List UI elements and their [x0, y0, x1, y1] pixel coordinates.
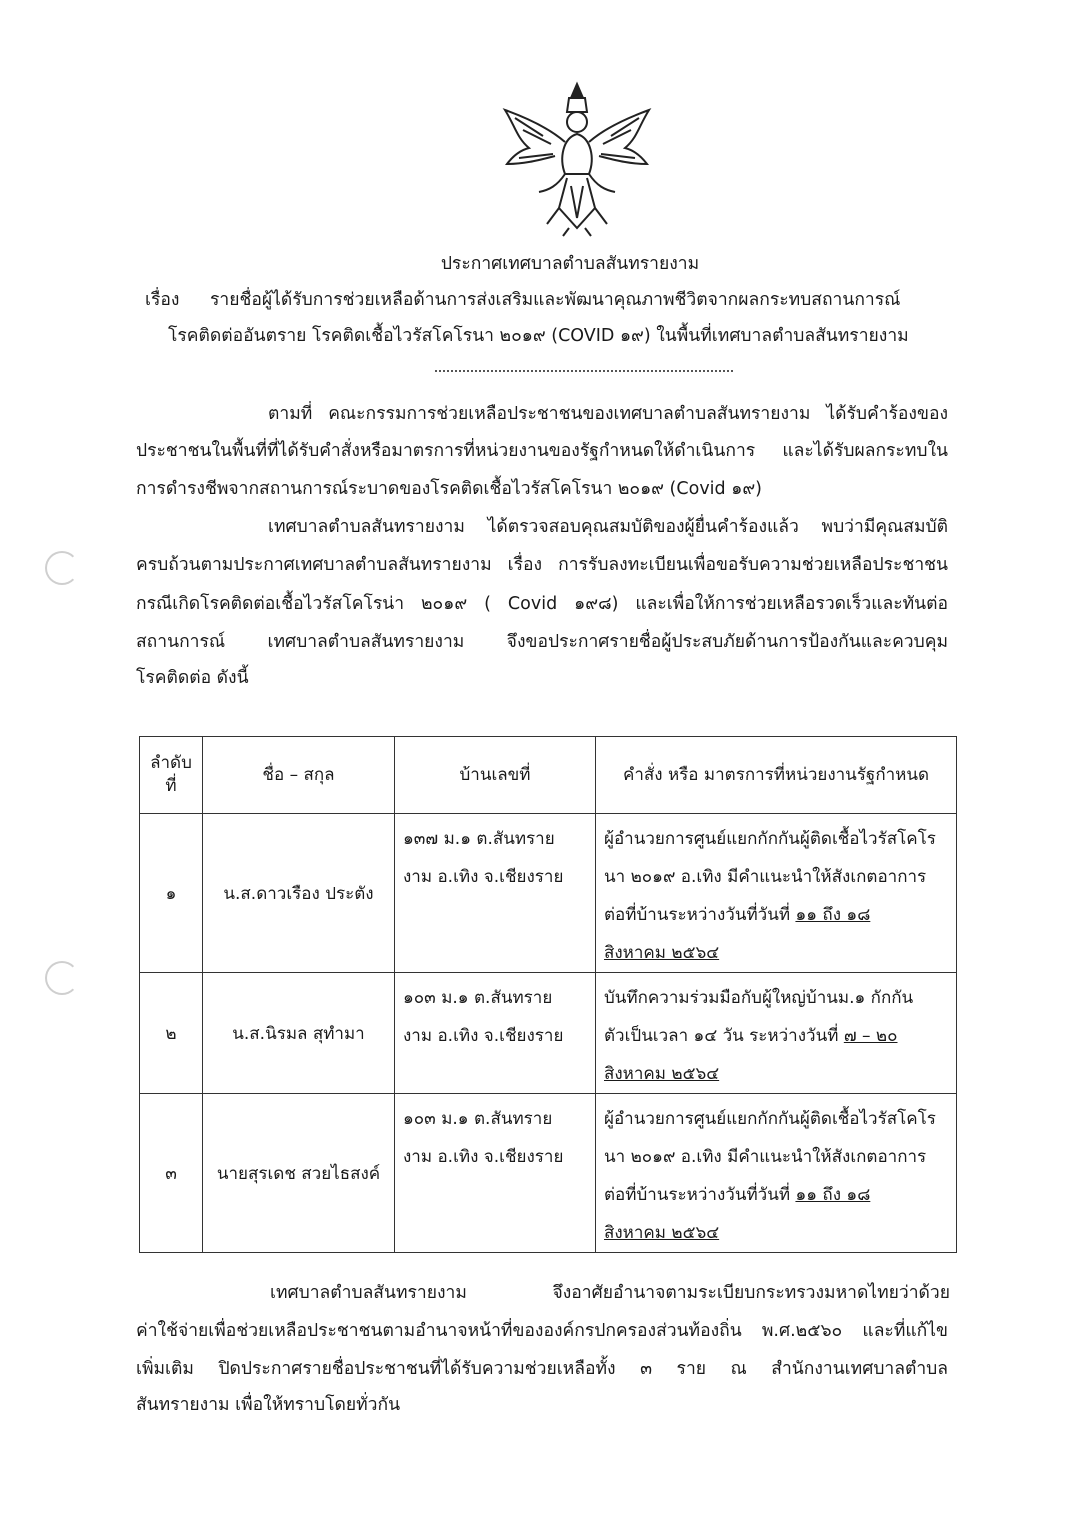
table-header-row [140, 737, 957, 814]
intro-paragraph-2-line: กรณีเกิดโรคติดต่อเชื้อไวรัสโคโรน่า ๒๐๑๙ ( Covid ๑๙๘) และเพื่อให้การช่วยเหลือรวดเร็วและทันต่อ [136, 594, 948, 614]
row-name: น.ส.ดาวเรือง ประตัง [203, 814, 395, 973]
intro-paragraph-1-line: ประชาชนในพื้นที่ที่ได้รับคำสั่งหรือมาตรการที่หน่วยงานของรัฐกำหนดให้ดำเนินการ และได้รับผลกระทบใน [136, 441, 948, 461]
closing-paragraph-line: เพิ่มเติม ปิดประกาศรายชื่อประชาชนที่ได้รับความช่วยเหลือทั้ง ๓ ราย ณ สำนักงานเทศบาลตำบล [136, 1359, 948, 1379]
measure-line: นา ๒๐๑๙ อ.เทิง มีคำแนะนำให้สังเกตอาการ [604, 1147, 927, 1167]
closing-paragraph-line: สันทรายงาม เพื่อให้ทราบโดยทั่วกัน [136, 1395, 401, 1415]
row-address [395, 814, 596, 973]
intro-paragraph-1-line: การดำรงชีพจากสถานการณ์ระบาดของโรคติดเชื้อไวรัสโคโรนา ๒๐๑๙ (Covid ๑๙) [136, 479, 762, 499]
row-measure [596, 973, 957, 1094]
measure-date-range: ๗ – ๒๐ [843, 1026, 898, 1046]
measure-text: ต่อที่บ้านระหว่างวันที่วันที่ [604, 1185, 796, 1205]
column-header-measure: คำสั่ง หรือ มาตรการที่หน่วยงานรัฐกำหนด [596, 737, 957, 814]
row-measure [596, 1094, 957, 1253]
intro-paragraph-2-line: ครบถ้วนตามประกาศเทศบาลตำบลสันทรายงาม เรื่อง การรับลงทะเบียนเพื่อขอรับความช่วยเหลือประชาชน [136, 555, 948, 575]
measure-month: สิงหาคม ๒๕๖๔ [604, 1064, 720, 1084]
column-header-address: บ้านเลขที่ [395, 737, 596, 814]
measure-line [604, 1017, 950, 1055]
table-row [140, 1094, 957, 1253]
measure-text: ต่อที่บ้านระหว่างวันที่วันที่ [604, 905, 796, 925]
punch-hole-bottom [45, 961, 79, 995]
measure-text: ตัวเป็นเวลา ๑๔ วัน ระหว่างวันที่ [604, 1026, 844, 1046]
separator-dotted-line [435, 370, 733, 372]
row-number: ๑ [140, 814, 203, 973]
garuda-emblem [493, 78, 661, 238]
row-name: น.ส.นิรมล สุทำมา [203, 973, 395, 1094]
address-line: งาม อ.เทิง จ.เชียงราย [403, 1026, 564, 1046]
intro-paragraph-2-line: สถานการณ์ เทศบาลตำบลสันทรายงาม จึงขอประกาศรายชื่อผู้ประสบภัยด้านการป้องกันและควบคุม [136, 632, 948, 652]
measure-line: ผู้อำนวยการศูนย์แยกกักกันผู้ติดเชื้อไวรัสโคโร [604, 1109, 936, 1129]
measure-date-range: ๑๑ ถึง ๑๘ [795, 905, 871, 925]
intro-paragraph-1-line: ตามที่ คณะกรรมการช่วยเหลือประชาชนของเทศบาลตำบลสันทรายงาม ได้รับคำร้องของ [268, 404, 948, 424]
address-line: งาม อ.เทิง จ.เชียงราย [403, 867, 564, 887]
measure-month: สิงหาคม ๒๕๖๔ [604, 1223, 720, 1243]
address-line: ๑๐๓ ม.๑ ต.สันทราย [403, 1109, 553, 1129]
measure-month: สิงหาคม ๒๕๖๔ [604, 943, 720, 963]
row-measure [596, 814, 957, 973]
address-line: งาม อ.เทิง จ.เชียงราย [403, 1147, 564, 1167]
intro-paragraph-2-line: โรคติดต่อ ดังนี้ [136, 668, 249, 688]
subject-label: เรื่อง [145, 290, 180, 310]
row-name: นายสุรเดช สวยไธสงค์ [203, 1094, 395, 1253]
intro-paragraph-2-line: เทศบาลตำบลสันทรายงาม ได้ตรวจสอบคุณสมบัติของผู้ยื่นคำร้องแล้ว พบว่ามีคุณสมบัติ [268, 517, 948, 537]
table-row [140, 814, 957, 973]
measure-line [604, 896, 950, 934]
subject-line-1: รายชื่อผู้ได้รับการช่วยเหลือด้านการส่งเสริมและพัฒนาคุณภาพชีวิตจากผลกระทบสถานการณ์ [210, 290, 901, 310]
page-title: ประกาศเทศบาลตำบลสันทรายงาม [440, 254, 700, 274]
address-line: ๑๓๗ ม.๑ ต.สันทราย [403, 829, 555, 849]
beneficiary-table [139, 736, 957, 1253]
closing-paragraph-line: ค่าใช้จ่ายเพื่อช่วยเหลือประชาชนตามอำนาจหน้าที่ขององค์กรปกครองส่วนท้องถิ่น พ.ศ.๒๕๖๐ และที่แก้ไข [136, 1321, 948, 1341]
measure-line: บันทึกความร่วมมือกับผู้ใหญ่บ้านม.๑ กักกัน [604, 988, 914, 1008]
row-number: ๒ [140, 973, 203, 1094]
address-line: ๑๐๓ ม.๑ ต.สันทราย [403, 988, 553, 1008]
row-address [395, 973, 596, 1094]
punch-hole-top [45, 551, 79, 585]
table-row [140, 973, 957, 1094]
measure-line [604, 1176, 950, 1214]
row-number: ๓ [140, 1094, 203, 1253]
column-header-name: ชื่อ – สกุล [203, 737, 395, 814]
column-header-no: ลำดับ ที่ [140, 737, 203, 814]
measure-line: ผู้อำนวยการศูนย์แยกกักกันผู้ติดเชื้อไวรัสโคโร [604, 829, 936, 849]
measure-date-range: ๑๑ ถึง ๑๘ [795, 1185, 871, 1205]
subject-line-2: โรคติดต่ออันตราย โรคติดเชื้อไวรัสโคโรนา ๒๐๑๙ (COVID ๑๙) ในพื้นที่เทศบาลตำบลสันทรายงาม [168, 326, 909, 346]
measure-line: นา ๒๐๑๙ อ.เทิง มีคำแนะนำให้สังเกตอาการ [604, 867, 927, 887]
row-address [395, 1094, 596, 1253]
closing-paragraph-line: เทศบาลตำบลสันทรายงาม จึงอาศัยอำนาจตามระเบียบกระทรวงมหาดไทยว่าด้วย [270, 1283, 950, 1303]
